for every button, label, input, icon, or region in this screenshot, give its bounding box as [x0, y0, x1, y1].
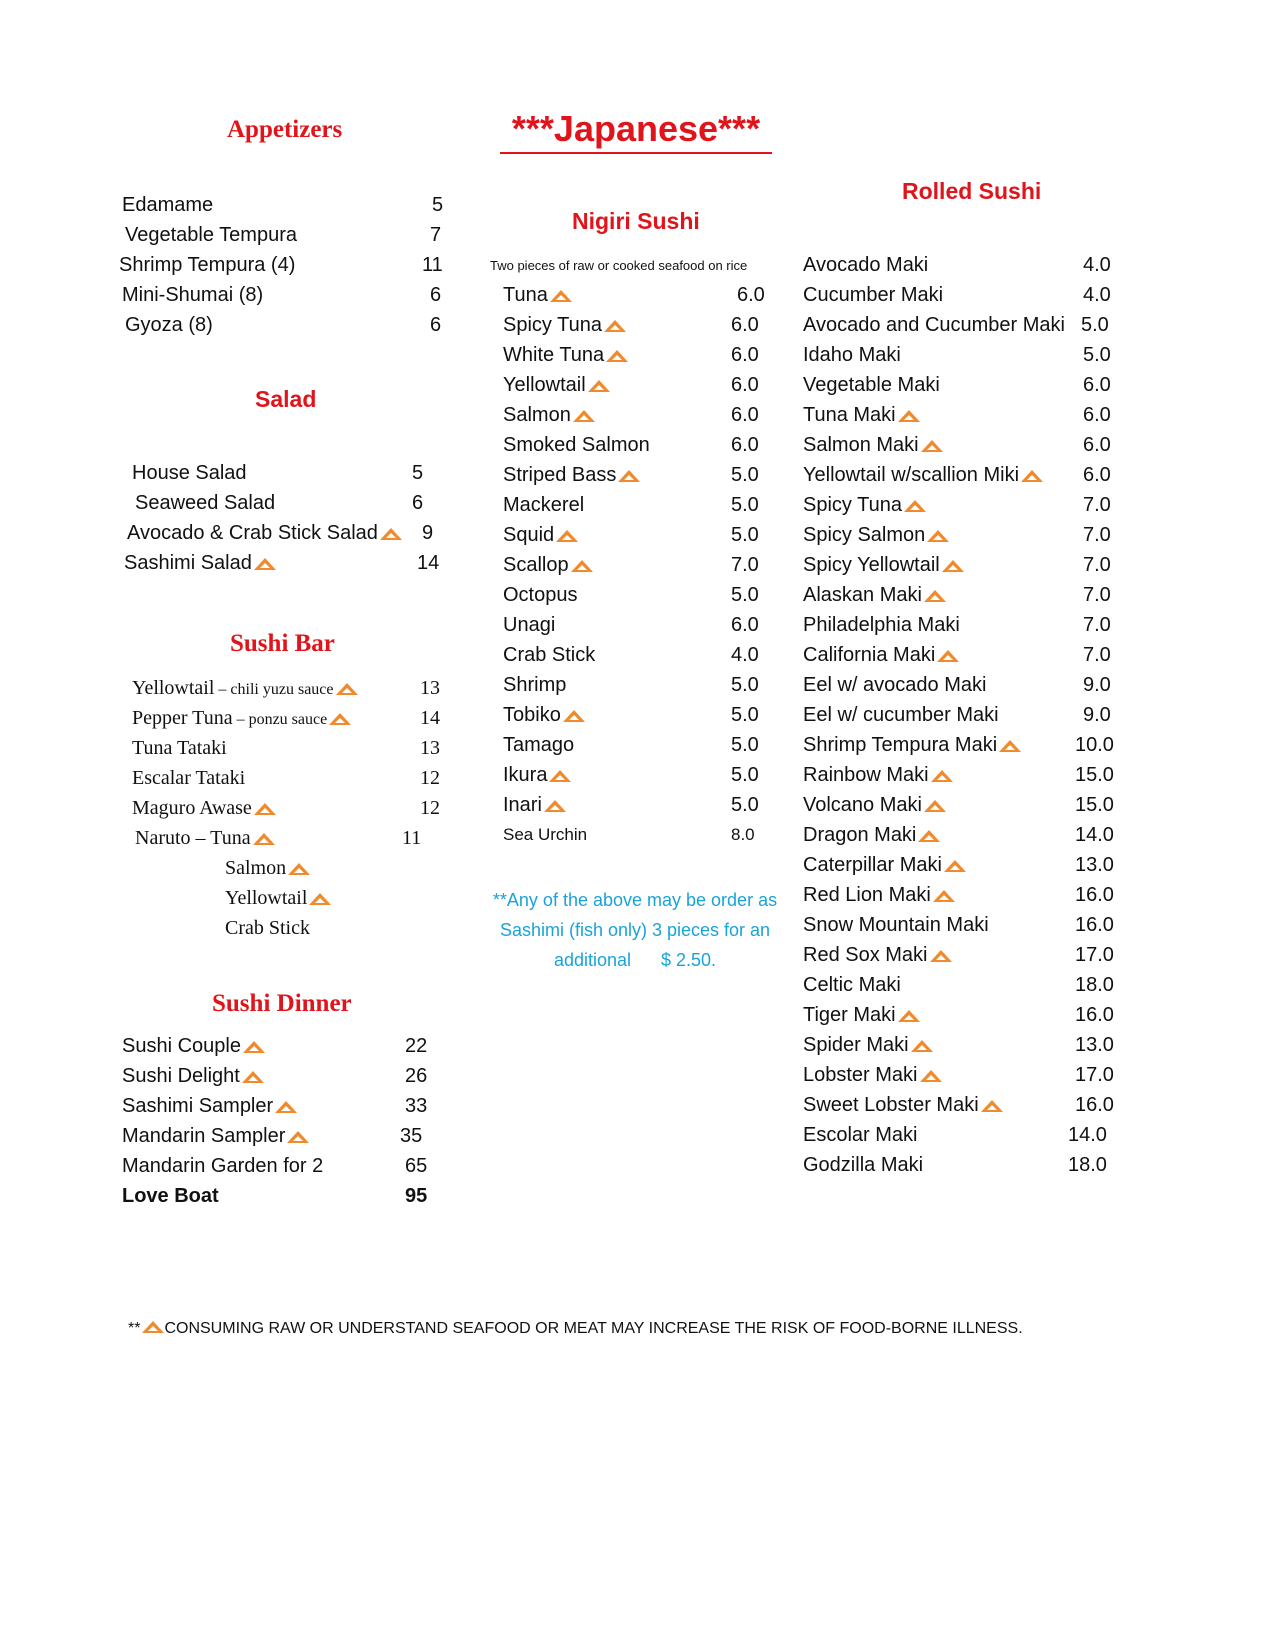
item-name-text: Sushi Delight: [122, 1065, 240, 1087]
item-name-text: Ikura: [503, 764, 548, 786]
sashimi-note-line-1: **Any of the above may be order as: [492, 890, 778, 910]
item-name-text: Mackerel: [503, 494, 585, 516]
item-name-text: Striped Bass: [503, 464, 617, 486]
item-price: 7.0: [1083, 494, 1111, 516]
item-name: [503, 460, 640, 490]
raw-food-warning-icon: [942, 560, 964, 572]
item-price: 12: [420, 797, 440, 819]
item-price: 18.0: [1068, 1154, 1107, 1176]
item-name: [124, 548, 276, 578]
item-name-text: Cucumber Maki: [803, 284, 944, 306]
item-price: 17.0: [1075, 944, 1114, 966]
item-price: 10.0: [1075, 734, 1114, 756]
raw-food-warning-icon: [944, 860, 966, 872]
raw-food-warning-icon: [254, 558, 276, 570]
item-name-text: Snow Mountain Maki: [803, 914, 989, 936]
sashimi-note: [470, 885, 800, 975]
item-name: [503, 820, 587, 850]
raw-food-warning-icon: [588, 380, 610, 392]
item-name-text: Spicy Tuna: [503, 314, 602, 336]
item-name-text: Edamame: [122, 194, 214, 216]
item-price: 5.0: [731, 494, 759, 516]
item-name-text: Shrimp Tempura (4): [119, 254, 296, 276]
item-price: 6.0: [1083, 464, 1111, 486]
item-price: 65: [405, 1155, 428, 1177]
item-name: [803, 1030, 933, 1060]
item-name-text: Shrimp Tempura Maki: [803, 734, 998, 756]
item-name-text: Avocado and Cucumber Maki: [803, 314, 1065, 336]
item-price: 16.0: [1075, 884, 1114, 906]
salad-heading: Salad: [255, 386, 317, 412]
raw-food-warning-icon: [573, 410, 595, 422]
item-sauce: – chili yuzu sauce: [214, 681, 334, 698]
item-name: [803, 250, 928, 280]
item-price: 6.0: [731, 614, 759, 636]
item-name-text: Tuna Tataki: [132, 737, 227, 759]
item-name-text: Sashimi Salad: [124, 552, 252, 574]
item-name-text: Inari: [503, 794, 542, 816]
item-price: 5.0: [1081, 314, 1109, 336]
item-name: [803, 850, 966, 880]
item-name-text: Yellowtail: [503, 374, 586, 396]
item-name: [225, 853, 310, 883]
nigiri-heading: Nigiri Sushi: [572, 208, 700, 234]
item-price: 7.0: [1083, 644, 1111, 666]
item-name: [225, 883, 331, 913]
item-name-text: Dragon Maki: [803, 824, 917, 846]
raw-food-warning-icon: [571, 560, 593, 572]
item-name: [803, 490, 926, 520]
disclaimer-text: CONSUMING RAW OR UNDERSTAND SEAFOOD OR MEAT MAY INCREASE THE RISK OF FOOD-BORNE ILLNESS.: [164, 1320, 1023, 1337]
raw-food-warning-icon: [380, 528, 402, 540]
item-price: 6.0: [1083, 374, 1111, 396]
item-name-text: Avocado & Crab Stick Salad: [127, 522, 378, 544]
item-price: 14: [417, 552, 440, 574]
item-name: [803, 910, 989, 940]
item-name-text: Caterpillar Maki: [803, 854, 942, 876]
item-name-text: Spicy Tuna: [803, 494, 902, 516]
item-name: [803, 700, 999, 730]
item-name: [803, 1090, 1003, 1120]
item-price: 5.0: [731, 464, 759, 486]
raw-food-warning-icon: [911, 1040, 933, 1052]
raw-food-warning-icon: [924, 800, 946, 812]
item-name: [803, 550, 964, 580]
item-price: 6: [430, 284, 442, 306]
item-price: 35: [400, 1125, 423, 1147]
item-name-text: Sea Urchin: [503, 825, 588, 844]
nigiri-subtitle: Two pieces of raw or cooked seafood on rice: [490, 258, 748, 273]
item-price: 15.0: [1075, 794, 1114, 816]
item-price: 6.0: [731, 344, 759, 366]
item-price: 13.0: [1075, 854, 1114, 876]
item-name-text: Tobiko: [503, 704, 561, 726]
item-name-text: Avocado Maki: [803, 254, 929, 276]
raw-food-warning-icon: [288, 863, 310, 875]
item-name-text: Tuna: [503, 284, 548, 306]
item-name-text: Alaskan Maki: [803, 584, 922, 606]
item-price: 6.0: [731, 374, 759, 396]
item-name: [803, 1150, 923, 1180]
raw-food-warning-icon: [999, 740, 1021, 752]
item-name-text: Yellowtail w/scallion Miki: [803, 464, 1020, 486]
item-name-text: Maguro Awase: [132, 797, 252, 819]
item-name: [503, 700, 585, 730]
item-price: 22: [405, 1035, 428, 1057]
item-name-text: Salmon: [503, 404, 571, 426]
raw-food-warning-icon: [606, 350, 628, 362]
item-price: 9: [422, 522, 434, 544]
sashimi-note-line-2: Sashimi (fish only) 3 pieces for an: [499, 920, 771, 940]
item-price: 95: [405, 1185, 428, 1207]
item-price: 5.0: [731, 734, 759, 756]
item-name: [803, 520, 949, 550]
item-name: [503, 760, 571, 790]
item-name-text: Escalar Tataki: [132, 767, 246, 789]
item-name-text: Red Lion Maki: [803, 884, 931, 906]
item-price: 26: [405, 1065, 428, 1087]
item-name-text: Yellowtail: [132, 677, 215, 699]
item-name-text: Philadelphia Maki: [803, 614, 960, 636]
item-price: 16.0: [1075, 1004, 1114, 1026]
item-price: 7.0: [1083, 554, 1111, 576]
item-name: [503, 340, 628, 370]
item-price: 7.0: [731, 554, 759, 576]
item-price: 8.0: [731, 825, 755, 844]
raw-food-warning-icon: [933, 890, 955, 902]
item-name: [132, 763, 245, 793]
item-name-text: House Salad: [132, 462, 247, 484]
item-price: 5.0: [731, 704, 759, 726]
item-price: 14: [420, 707, 440, 729]
item-name: [132, 733, 227, 763]
item-price: 7.0: [1083, 614, 1111, 636]
item-name: [122, 1121, 309, 1151]
sushi-dinner-heading: Sushi Dinner: [212, 990, 352, 1017]
item-name-text: Spider Maki: [803, 1034, 909, 1056]
raw-food-warning-icon: [927, 530, 949, 542]
disclaimer-prefix: **: [128, 1320, 141, 1337]
raw-food-warning-icon: [549, 770, 571, 782]
item-price: 33: [405, 1095, 428, 1117]
item-name: [803, 580, 946, 610]
item-price: 13.0: [1075, 1034, 1114, 1056]
item-name: [132, 673, 358, 705]
item-name: [803, 1120, 917, 1150]
raw-food-warning-icon: [920, 1070, 942, 1082]
raw-food-warning-icon: [243, 1041, 265, 1053]
item-name: [503, 520, 578, 550]
item-name-text: Shrimp: [503, 674, 567, 696]
item-name-text: Spicy Yellowtail: [803, 554, 940, 576]
item-price: 11: [402, 827, 422, 849]
item-price: 16.0: [1075, 914, 1114, 936]
item-price: 5.0: [731, 524, 759, 546]
item-price: 13: [420, 737, 440, 759]
item-price: 17.0: [1075, 1064, 1114, 1086]
item-name-text: Godzilla Maki: [803, 1154, 924, 1176]
item-name-text: Seaweed Salad: [135, 492, 276, 514]
item-name: [122, 1181, 219, 1211]
item-name: [127, 518, 402, 548]
item-name-text: Gyoza (8): [125, 314, 213, 336]
item-name: [503, 550, 593, 580]
item-name-text: Lobster Maki: [803, 1064, 918, 1086]
item-name-text: Mandarin Garden for 2: [122, 1155, 324, 1177]
item-name: [803, 340, 901, 370]
item-name-text: Celtic Maki: [803, 974, 901, 996]
raw-food-warning-icon: [921, 440, 943, 452]
item-name-text: Crab Stick: [225, 917, 310, 939]
item-name: [132, 703, 351, 735]
item-name: [122, 1061, 264, 1091]
raw-food-warning-icon: [918, 830, 940, 842]
item-name: [803, 430, 943, 460]
item-name-text: Volcano Maki: [803, 794, 922, 816]
item-name-text: Squid: [503, 524, 555, 546]
appetizers-heading: Appetizers: [227, 116, 343, 143]
item-price: 6.0: [737, 284, 765, 306]
item-name-text: Tamago: [503, 734, 575, 756]
item-price: 7.0: [1083, 524, 1111, 546]
item-name: [122, 1031, 265, 1061]
item-name: [803, 1060, 942, 1090]
item-name: [803, 460, 1043, 490]
item-price: 14.0: [1068, 1124, 1107, 1146]
item-price: 4.0: [731, 644, 759, 666]
item-name-text: Vegetable Maki: [803, 374, 940, 396]
raw-food-warning-icon: [924, 590, 946, 602]
item-price: 7.0: [1083, 584, 1111, 606]
item-name-text: Naruto – Tuna: [135, 827, 251, 849]
item-name: [803, 310, 1065, 340]
raw-food-warning-icon: [898, 1010, 920, 1022]
raw-food-warning-icon: [142, 1321, 164, 1333]
item-name-text: Yellowtail: [225, 887, 308, 909]
item-name-text: Eel w/ cucumber Maki: [803, 704, 999, 726]
item-name: [132, 793, 276, 823]
raw-food-warning-icon: [253, 833, 275, 845]
item-name-text: Escolar Maki: [803, 1124, 918, 1146]
item-name: [135, 823, 275, 853]
item-name-text: Eel w/ avocado Maki: [803, 674, 987, 696]
item-name-text: Sushi Couple: [122, 1035, 241, 1057]
item-name-text: Smoked Salmon: [503, 434, 650, 456]
item-name: [803, 970, 901, 1000]
item-price: 5.0: [731, 674, 759, 696]
item-name-text: Spicy Salmon: [803, 524, 926, 546]
item-name: [503, 670, 566, 700]
item-name: [503, 310, 626, 340]
item-price: 11: [422, 254, 443, 276]
item-name: [122, 190, 213, 220]
item-name: [803, 730, 1021, 760]
item-name-text: Octopus: [503, 584, 578, 606]
item-price: 18.0: [1075, 974, 1114, 996]
item-name: [503, 400, 595, 430]
raw-food-warning-icon: [937, 650, 959, 662]
item-name: [122, 280, 263, 310]
raw-food-warning-icon: [254, 803, 276, 815]
item-name: [803, 760, 953, 790]
item-name-text: Mini-Shumai (8): [122, 284, 264, 306]
raw-food-warning-icon: [242, 1071, 264, 1083]
item-name: [132, 458, 247, 488]
item-price: 6.0: [1083, 434, 1111, 456]
item-price: 6.0: [731, 434, 759, 456]
raw-food-disclaimer: [128, 1320, 1023, 1338]
raw-food-warning-icon: [544, 800, 566, 812]
item-name: [503, 430, 650, 460]
item-price: 16.0: [1075, 1094, 1114, 1116]
item-name: [225, 913, 310, 943]
item-price: 5: [432, 194, 444, 216]
item-name-text: Red Sox Maki: [803, 944, 928, 966]
item-price: 6.0: [731, 404, 759, 426]
item-name: [803, 820, 940, 850]
item-name-text: Mandarin Sampler: [122, 1125, 286, 1147]
item-name-text: Love Boat: [122, 1185, 219, 1207]
item-name: [803, 880, 955, 910]
item-price: 6: [412, 492, 424, 514]
item-name: [122, 1091, 297, 1121]
item-name-text: Scallop: [503, 554, 569, 576]
item-price: 14.0: [1075, 824, 1114, 846]
item-name: [122, 1151, 323, 1181]
item-name: [803, 670, 986, 700]
raw-food-warning-icon: [336, 683, 358, 695]
item-name: [803, 1000, 920, 1030]
item-price: 6.0: [731, 314, 759, 336]
item-name-text: Pepper Tuna: [132, 707, 233, 729]
item-name-text: Tiger Maki: [803, 1004, 896, 1026]
raw-food-warning-icon: [898, 410, 920, 422]
item-name-text: Salmon Maki: [803, 434, 919, 456]
item-price: 13: [420, 677, 440, 699]
raw-food-warning-icon: [904, 500, 926, 512]
item-name-text: Rainbow Maki: [803, 764, 929, 786]
raw-food-warning-icon: [550, 290, 572, 302]
item-name-text: White Tuna: [503, 344, 605, 366]
item-name: [503, 280, 572, 310]
item-name-text: Crab Stick: [503, 644, 596, 666]
item-name: [135, 488, 275, 518]
item-price: 5.0: [731, 764, 759, 786]
item-name: [503, 580, 577, 610]
raw-food-warning-icon: [287, 1131, 309, 1143]
page-title: ***Japanese***: [500, 108, 772, 154]
item-price: 5: [412, 462, 424, 484]
item-name: [503, 610, 555, 640]
item-price: 6: [430, 314, 442, 336]
item-name: [803, 610, 960, 640]
raw-food-warning-icon: [1021, 470, 1043, 482]
item-name-text: Unagi: [503, 614, 556, 636]
sushi-bar-heading: Sushi Bar: [230, 630, 335, 657]
item-name-text: California Maki: [803, 644, 936, 666]
rolled-heading: Rolled Sushi: [902, 178, 1042, 204]
raw-food-warning-icon: [618, 470, 640, 482]
item-price: 15.0: [1075, 764, 1114, 786]
item-name-text: Salmon: [225, 857, 287, 879]
item-price: 12: [420, 767, 440, 789]
item-name: [503, 640, 595, 670]
sashimi-note-line-3: additional $ 2.50.: [553, 950, 717, 970]
item-price: 6.0: [1083, 404, 1111, 426]
item-name-text: Sashimi Sampler: [122, 1095, 274, 1117]
item-name: [125, 220, 297, 250]
item-name: [803, 940, 952, 970]
item-price: 5.0: [1083, 344, 1111, 366]
item-price: 7: [430, 224, 442, 246]
item-price: 5.0: [731, 584, 759, 606]
item-price: 9.0: [1083, 704, 1111, 726]
raw-food-warning-icon: [309, 893, 331, 905]
item-name: [803, 280, 943, 310]
item-name: [503, 730, 574, 760]
raw-food-warning-icon: [275, 1101, 297, 1113]
item-name: [503, 490, 584, 520]
item-name: [503, 790, 566, 820]
item-name: [803, 370, 940, 400]
item-name: [803, 640, 959, 670]
item-name: [803, 400, 920, 430]
raw-food-warning-icon: [931, 770, 953, 782]
item-name: [125, 310, 213, 340]
item-price: 4.0: [1083, 254, 1111, 276]
raw-food-warning-icon: [329, 713, 351, 725]
raw-food-warning-icon: [563, 710, 585, 722]
raw-food-warning-icon: [604, 320, 626, 332]
item-price: 4.0: [1083, 284, 1111, 306]
item-price: 9.0: [1083, 674, 1111, 696]
item-name-text: Idaho Maki: [803, 344, 901, 366]
item-name: [119, 250, 295, 280]
item-name: [503, 370, 610, 400]
item-name: [803, 790, 946, 820]
item-name-text: Tuna Maki: [803, 404, 896, 426]
raw-food-warning-icon: [930, 950, 952, 962]
item-name-text: Vegetable Tempura: [125, 224, 297, 246]
item-price: 5.0: [731, 794, 759, 816]
item-name-text: Sweet Lobster Maki: [803, 1094, 979, 1116]
item-sauce: – ponzu sauce: [232, 711, 328, 728]
raw-food-warning-icon: [981, 1100, 1003, 1112]
raw-food-warning-icon: [556, 530, 578, 542]
